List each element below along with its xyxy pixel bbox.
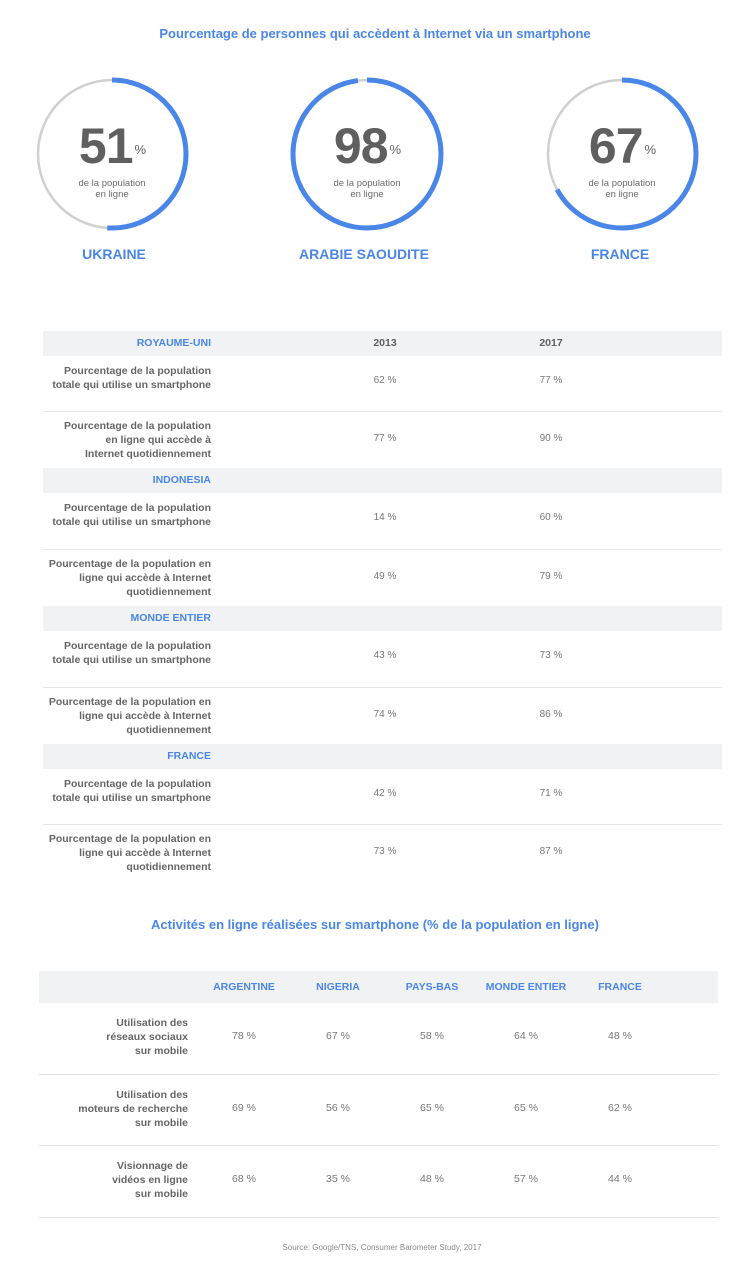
activity-value: 65 % [514, 1102, 538, 1114]
activity-value: 58 % [420, 1030, 444, 1042]
table-row [43, 493, 722, 550]
activity-value: 69 % [232, 1102, 256, 1114]
column-header: FRANCE [598, 981, 642, 993]
gauge-caption [572, 178, 672, 200]
activity-value: 57 % [514, 1173, 538, 1185]
table-row [43, 769, 722, 825]
row-label [43, 419, 211, 461]
row-label [68, 1016, 188, 1058]
row-label-line: Utilisation des [116, 1089, 188, 1101]
value-2013: 74 % [373, 709, 397, 720]
row-label [43, 364, 211, 392]
gauge-country-label: FRANCE [590, 246, 650, 262]
row-label-line: ligne qui accède à Internet [79, 710, 211, 722]
group-header-row [43, 744, 722, 769]
group-name: FRANCE [167, 750, 211, 762]
activity-value: 68 % [232, 1173, 256, 1185]
gauge-2 [289, 76, 445, 232]
gauge-1 [34, 76, 190, 232]
row-label-line: totale qui utilise un smartphone [52, 379, 211, 391]
gauge-value [544, 118, 700, 174]
activities-title: Activités en ligne réalisées sur smartphone (% de la population en ligne) [151, 917, 599, 932]
activity-value: 48 % [608, 1030, 632, 1042]
activity-value: 56 % [326, 1102, 350, 1114]
row-label [43, 557, 211, 599]
smartphone-table [43, 331, 722, 882]
row-label-line: totale qui utilise un smartphone [52, 654, 211, 666]
source-note: Source: Google/TNS, Consumer Barometer Study, 2017 [282, 1243, 482, 1252]
gauge-caption [62, 178, 162, 200]
gauge-value [34, 118, 190, 174]
value-2017: 77 % [539, 375, 563, 386]
row-label [43, 695, 211, 737]
row-label-line: quotidiennement [126, 861, 211, 873]
table-row [43, 631, 722, 688]
row-label-line: Pourcentage de la population en [48, 558, 211, 570]
gauge-number: 67 [588, 118, 643, 174]
table-row [43, 688, 722, 744]
row-label-line: quotidiennement [126, 724, 211, 736]
activity-value: 64 % [514, 1030, 538, 1042]
row-label-line: sur mobile [134, 1117, 188, 1129]
gauge-caption-line: de la population [333, 178, 401, 189]
row-label-line: ligne qui accède à Internet [79, 847, 211, 859]
gauge-caption-line: en ligne [605, 189, 639, 200]
row-label-line: Visionnage de [117, 1160, 188, 1172]
row-label-line: Internet quotidiennement [85, 448, 211, 460]
value-2013: 73 % [373, 846, 397, 857]
group-name: INDONESIA [152, 474, 211, 486]
column-header: ARGENTINE [213, 981, 275, 993]
gauge-percent-sign: % [134, 142, 146, 157]
activity-value: 35 % [326, 1173, 350, 1185]
table-row [43, 825, 722, 882]
value-2017: 79 % [539, 571, 563, 582]
value-2017: 90 % [539, 433, 563, 444]
row-label [68, 1159, 188, 1201]
activity-value: 44 % [608, 1173, 632, 1185]
row-label-line: Pourcentage de la population [63, 640, 211, 652]
column-header: MONDE ENTIER [485, 981, 567, 993]
value-2013: 77 % [373, 433, 397, 444]
gauge-number: 98 [333, 118, 388, 174]
row-label-line: Pourcentage de la population en [48, 833, 211, 845]
group-header-row [43, 606, 722, 631]
row-label-line: Pourcentage de la population [63, 420, 211, 432]
activity-value: 78 % [232, 1030, 256, 1042]
row-label-line: en ligne qui accède à [105, 434, 211, 446]
row-label [43, 777, 211, 805]
gauge-value [289, 118, 445, 174]
row-label-line: totale qui utilise un smartphone [52, 792, 211, 804]
column-header: PAYS-BAS [405, 981, 459, 993]
row-label-line: sur mobile [134, 1045, 188, 1057]
gauge-percent-sign: % [389, 142, 401, 157]
row-label-line: ligne qui accède à Internet [79, 572, 211, 584]
column-header: NIGERIA [316, 981, 360, 993]
value-2013: 49 % [373, 571, 397, 582]
group-header-row [43, 331, 722, 356]
row-label-line: quotidiennement [126, 586, 211, 598]
value-2017: 73 % [539, 650, 563, 661]
row-label-line: Pourcentage de la population en [48, 696, 211, 708]
gauge-country-label: ARABIE SAOUDITE [299, 246, 429, 262]
page-title: Pourcentage de personnes qui accèdent à Internet via un smartphone [159, 26, 591, 41]
value-2017: 87 % [539, 846, 563, 857]
row-label-line: Pourcentage de la population [63, 502, 211, 514]
row-label-line: réseaux sociaux [106, 1031, 188, 1043]
activities-row [39, 1003, 718, 1075]
value-2017: 71 % [539, 788, 563, 799]
activities-row [39, 1146, 718, 1218]
table-row [43, 356, 722, 412]
value-2013: 42 % [373, 788, 397, 799]
row-label-line: totale qui utilise un smartphone [52, 516, 211, 528]
row-label-line: Pourcentage de la population [63, 365, 211, 377]
gauge-3 [544, 76, 700, 232]
row-label-line: moteurs de recherche [78, 1103, 188, 1115]
gauge-caption-line: de la population [78, 178, 146, 189]
group-header-row [43, 468, 722, 493]
column-header-2017: 2017 [539, 337, 563, 349]
activity-value: 67 % [326, 1030, 350, 1042]
value-2017: 60 % [539, 512, 563, 523]
row-label-line: Utilisation des [116, 1017, 188, 1029]
activities-row [39, 1075, 718, 1146]
row-label-line: sur mobile [134, 1188, 188, 1200]
table-row [43, 412, 722, 468]
gauge-percent-sign: % [644, 142, 656, 157]
activities-header-row [39, 971, 718, 1003]
group-name: ROYAUME-UNI [136, 337, 211, 349]
gauge-number: 51 [78, 118, 133, 174]
group-name: MONDE ENTIER [130, 612, 211, 624]
gauge-caption-line: en ligne [350, 189, 384, 200]
value-2017: 86 % [539, 709, 563, 720]
column-header-2013: 2013 [373, 337, 397, 349]
activity-value: 65 % [420, 1102, 444, 1114]
row-label [68, 1088, 188, 1130]
row-label-line: Pourcentage de la population [63, 778, 211, 790]
gauge-country-label: UKRAINE [82, 246, 146, 262]
table-row [43, 550, 722, 606]
activity-value: 62 % [608, 1102, 632, 1114]
row-label [43, 832, 211, 874]
row-label-line: vidéos en ligne [112, 1174, 188, 1186]
value-2013: 43 % [373, 650, 397, 661]
activities-table [39, 971, 718, 1218]
row-label [43, 501, 211, 529]
gauge-caption-line: en ligne [95, 189, 129, 200]
activity-value: 48 % [420, 1173, 444, 1185]
row-label [43, 639, 211, 667]
gauge-caption [317, 178, 417, 200]
value-2013: 14 % [373, 512, 397, 523]
value-2013: 62 % [373, 375, 397, 386]
gauge-caption-line: de la population [588, 178, 656, 189]
